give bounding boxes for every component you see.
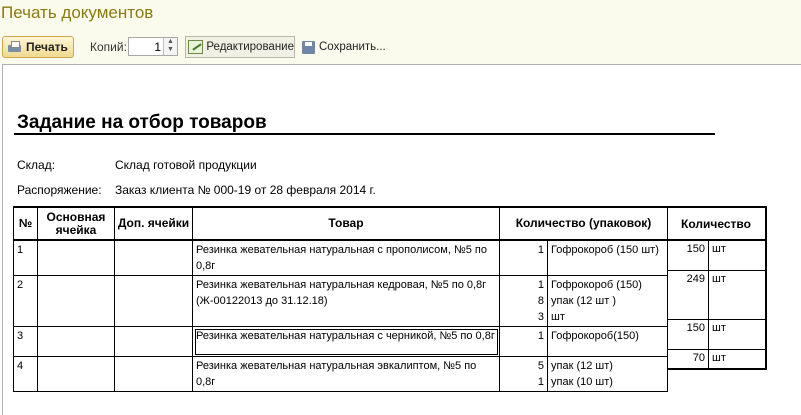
document-title: Задание на отбор товаров (17, 112, 267, 133)
qty-value: 150 (667, 320, 709, 349)
floppy-disk-icon (302, 41, 315, 54)
stepper-up-icon[interactable]: ▲ (167, 38, 174, 45)
pkg-unit: Гофрокороб (150 шт) (551, 244, 659, 256)
row-num: 1 (14, 240, 38, 276)
qty-value: 150 (667, 241, 709, 270)
window-title: Печать документов (1, 3, 154, 22)
title-divider (14, 133, 715, 135)
main-cell[interactable] (38, 240, 115, 276)
col-header-num: № (14, 207, 38, 240)
qty-row (667, 241, 765, 271)
pkg-unit: шт (551, 311, 565, 323)
product-cell-selected[interactable]: Резинка жевательная натуральная с черникой, №5 по 0,8г (193, 327, 500, 357)
pkg-count-cell (500, 357, 548, 392)
main-cell[interactable] (38, 276, 115, 327)
pkg-unit: упак (12 шт) (551, 360, 613, 372)
table-row[interactable] (14, 240, 668, 276)
print-button[interactable] (2, 36, 74, 58)
qty-unit: шт (712, 273, 726, 285)
table-row[interactable] (14, 276, 668, 327)
product-cell[interactable]: Резинка жевательная натуральная эвкалиптом, №5 по 0,8г (193, 357, 500, 392)
pkg-unit-cell (548, 327, 668, 357)
pkg-unit-cell (548, 357, 668, 392)
pkg-count: 1 (537, 330, 544, 342)
extra-cell[interactable] (115, 357, 193, 392)
product-cell[interactable]: Резинка жевательная натуральная с прополисом, №5 по 0,8г (193, 240, 500, 276)
col-header-qty-packages: Количество (упаковок) (500, 207, 668, 240)
main-cell[interactable] (38, 327, 115, 357)
pkg-unit: упак (10 шт) (551, 376, 613, 388)
order-label: Распоряжение: (17, 183, 102, 197)
product-cell[interactable]: Резинка жевательная натуральная кедровая, №5 по 0,8г (Ж-00122013 до 31.12.18) (193, 276, 500, 327)
pkg-unit: Гофрокороб(150) (551, 330, 639, 342)
col-header-qty: Количество (667, 208, 765, 241)
pkg-unit: упак (12 шт ) (551, 295, 616, 307)
copies-stepper[interactable] (163, 38, 177, 55)
copies-value[interactable]: 1 (154, 40, 161, 54)
qty-value: 249 (667, 271, 709, 319)
qty-row (667, 320, 765, 350)
save-button[interactable] (302, 37, 386, 57)
pkg-count-cell (500, 240, 548, 276)
qty-value: 70 (667, 350, 709, 370)
qty-unit: шт (712, 243, 726, 255)
extra-cell[interactable] (115, 327, 193, 357)
pkg-count-cell (500, 327, 548, 357)
col-header-extra-cells: Доп. ячейки (115, 207, 193, 240)
row-num: 4 (14, 357, 38, 392)
printer-icon (7, 41, 22, 54)
qty-row (667, 271, 765, 320)
print-button-label: Печать (26, 40, 68, 54)
pkg-unit-cell (548, 240, 668, 276)
pkg-count: 5 (537, 360, 544, 372)
edit-icon (188, 40, 203, 54)
extra-cell[interactable] (115, 276, 193, 327)
save-button-label: Сохранить... (319, 41, 386, 53)
col-header-main-cell: Основная ячейка (38, 207, 115, 240)
pkg-count: 1 (537, 244, 544, 256)
col-header-product: Товар (193, 207, 500, 240)
row-num: 2 (14, 276, 38, 327)
quantity-block (667, 206, 767, 370)
row-num: 3 (14, 327, 38, 357)
pkg-count: 3 (537, 311, 544, 323)
pkg-count-cell (500, 276, 548, 327)
table-row[interactable] (14, 327, 668, 357)
extra-cell[interactable] (115, 240, 193, 276)
main-cell[interactable] (38, 357, 115, 392)
qty-row (667, 350, 765, 370)
toolbar (0, 34, 801, 60)
copies-input[interactable] (128, 37, 178, 56)
warehouse-label: Склад: (17, 158, 56, 172)
order-value: Заказ клиента № 000-19 от 28 февраля 2014 г. (115, 183, 376, 197)
table-header-row (14, 207, 668, 240)
copies-label: Копий: (90, 40, 127, 54)
window-header (0, 0, 801, 64)
pick-list-table (13, 206, 668, 392)
table-row[interactable] (14, 357, 668, 392)
pkg-count: 1 (537, 376, 544, 388)
qty-unit: шт (712, 352, 726, 364)
qty-unit: шт (712, 322, 726, 334)
pkg-count: 8 (537, 295, 544, 307)
pkg-unit-cell (548, 276, 668, 327)
warehouse-value: Склад готовой продукции (115, 158, 257, 172)
stepper-down-icon[interactable]: ▼ (167, 46, 174, 53)
edit-button-label: Редактирование (206, 41, 294, 53)
pkg-unit: Гофрокороб (150) (551, 279, 642, 291)
pkg-count: 1 (537, 279, 544, 291)
edit-toggle-button[interactable] (185, 36, 295, 58)
